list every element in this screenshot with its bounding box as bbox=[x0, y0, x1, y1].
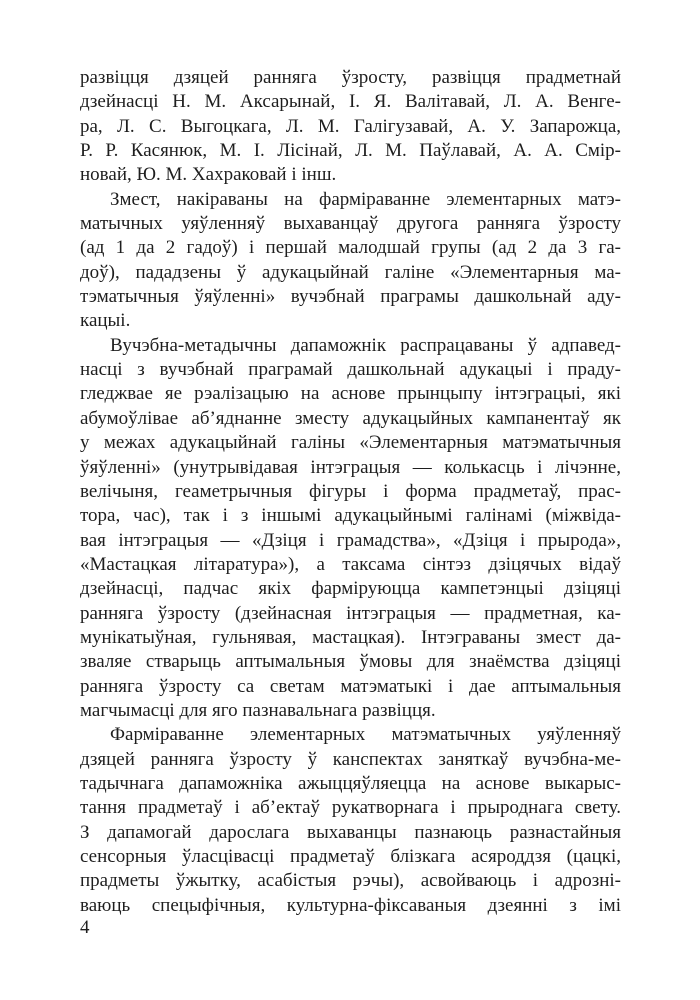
text-line: кацыі. bbox=[80, 310, 131, 332]
text-line: магчымасці для яго пазнавальнага развіцця. bbox=[80, 699, 436, 721]
text-line: зваляе стварыць аптымальныя ўмовы для знаёмства дзіцяці bbox=[80, 651, 621, 673]
text-block bbox=[80, 66, 621, 918]
text-line: дзейнасці, падчас якіх фарміруюцца кампетэнцыі дзіцяці bbox=[80, 578, 621, 600]
text-line: велічыня, геаметрычныя фігуры і форма прадметаў, прас- bbox=[80, 480, 621, 502]
text-line: ранняга ўзросту са светам матэматыкі і дае аптымальныя bbox=[80, 675, 621, 697]
text-line: Р. Р. Касянюк, М. І. Лісінай, Л. М. Паўлавай, А. А. Смір- bbox=[80, 140, 621, 162]
text-line: новай, Ю. М. Хахраковай і інш. bbox=[80, 164, 337, 186]
text-line: дзейнасці Н. М. Аксарынай, І. Я. Валітавай, Л. А. Венге- bbox=[80, 91, 621, 113]
text-line: ранняга ўзросту (дзейнасная інтэграцыя — прадметная, ка- bbox=[80, 602, 621, 624]
text-line: абумоўлівае аб’яднанне зместу адукацыйных кампанентаў як bbox=[80, 407, 621, 429]
text-line: Фарміраванне элементарных матэматычных уяўленняў bbox=[110, 724, 621, 746]
paragraph bbox=[80, 334, 621, 724]
text-line: вая інтэграцыя — «Дзіця і грамадства», «Дзіця і прырода», bbox=[80, 529, 621, 551]
text-line: сенсорныя ўласцівасці прадметаў блізкага асяроддзя (цацкі, bbox=[80, 846, 621, 867]
text-line: «Мастацкая літаратура»), а таксама сінтэз дзіцячых відаў bbox=[80, 553, 621, 575]
paragraph bbox=[80, 188, 621, 334]
text-line: ваюць спецыфічныя, культурна-фіксаваныя дзеянні з імі bbox=[80, 894, 621, 916]
text-line: Вучэбна-метадычны дапаможнік распрацаваны ў адпавед- bbox=[110, 334, 621, 356]
text-line: насці з вучэбнай праграмай дашкольнай адукацыі і праду- bbox=[80, 359, 621, 381]
text-line: у межах адукацыйнай галіны «Элементарныя матэматычныя bbox=[80, 432, 621, 454]
text-line: развіцця дзяцей ранняга ўзросту, развіцця прадметнай bbox=[80, 67, 621, 88]
text-line: тора, час), так і з іншымі адукацыйнымі галінамі (міжвіда- bbox=[80, 505, 621, 527]
text-line: тэматычныя ўяўленні» вучэбнай праграмы дашкольнай аду- bbox=[80, 286, 621, 308]
paragraph bbox=[80, 66, 621, 188]
text-line: (ад 1 да 2 гадоў) і першай малодшай групы (ад 2 да 3 га- bbox=[80, 237, 621, 259]
page-number: 4 bbox=[80, 917, 90, 938]
text-line: Змест, накіраваны на фарміраванне элементарных матэ- bbox=[110, 188, 621, 210]
text-line: дзяцей ранняга ўзросту ў канспектах заняткаў вучэбна-ме- bbox=[80, 748, 621, 770]
text-line: тадычнага дапаможніка ажыццяўляецца на аснове выкарыс- bbox=[80, 772, 621, 794]
text-line: доў), пададзены ў адукацыйнай галіне «Элементарныя ма- bbox=[80, 261, 621, 283]
text-line: тання прадметаў і аб’ектаў рукатворнага і прыроднага свету. bbox=[80, 797, 621, 819]
text-line: матычных уяўленняў выхаванцаў другога ранняга ўзросту bbox=[80, 213, 621, 235]
text-line: ра, Л. С. Выгоцкага, Л. М. Галігузавай, А. У. Запарожца, bbox=[80, 115, 621, 137]
text-line: З дапамогай дарослага выхаванцы пазнаюць разнастайныя bbox=[80, 821, 621, 843]
text-line: ўяўленні» (унутрывідавая інтэграцыя — колькасць і лічэнне, bbox=[80, 456, 621, 478]
text-line: прадметы ўжытку, асабістыя рэчы), асвойваюць і адрозні- bbox=[80, 870, 621, 892]
text-line: гледжвае яе рэалізацыю на аснове прынцыпу інтэграцыі, які bbox=[80, 383, 621, 405]
paragraph bbox=[80, 723, 621, 918]
text-line: мунікатыўная, гульнявая, мастацкая). Інтэграваны змест да- bbox=[80, 626, 621, 648]
